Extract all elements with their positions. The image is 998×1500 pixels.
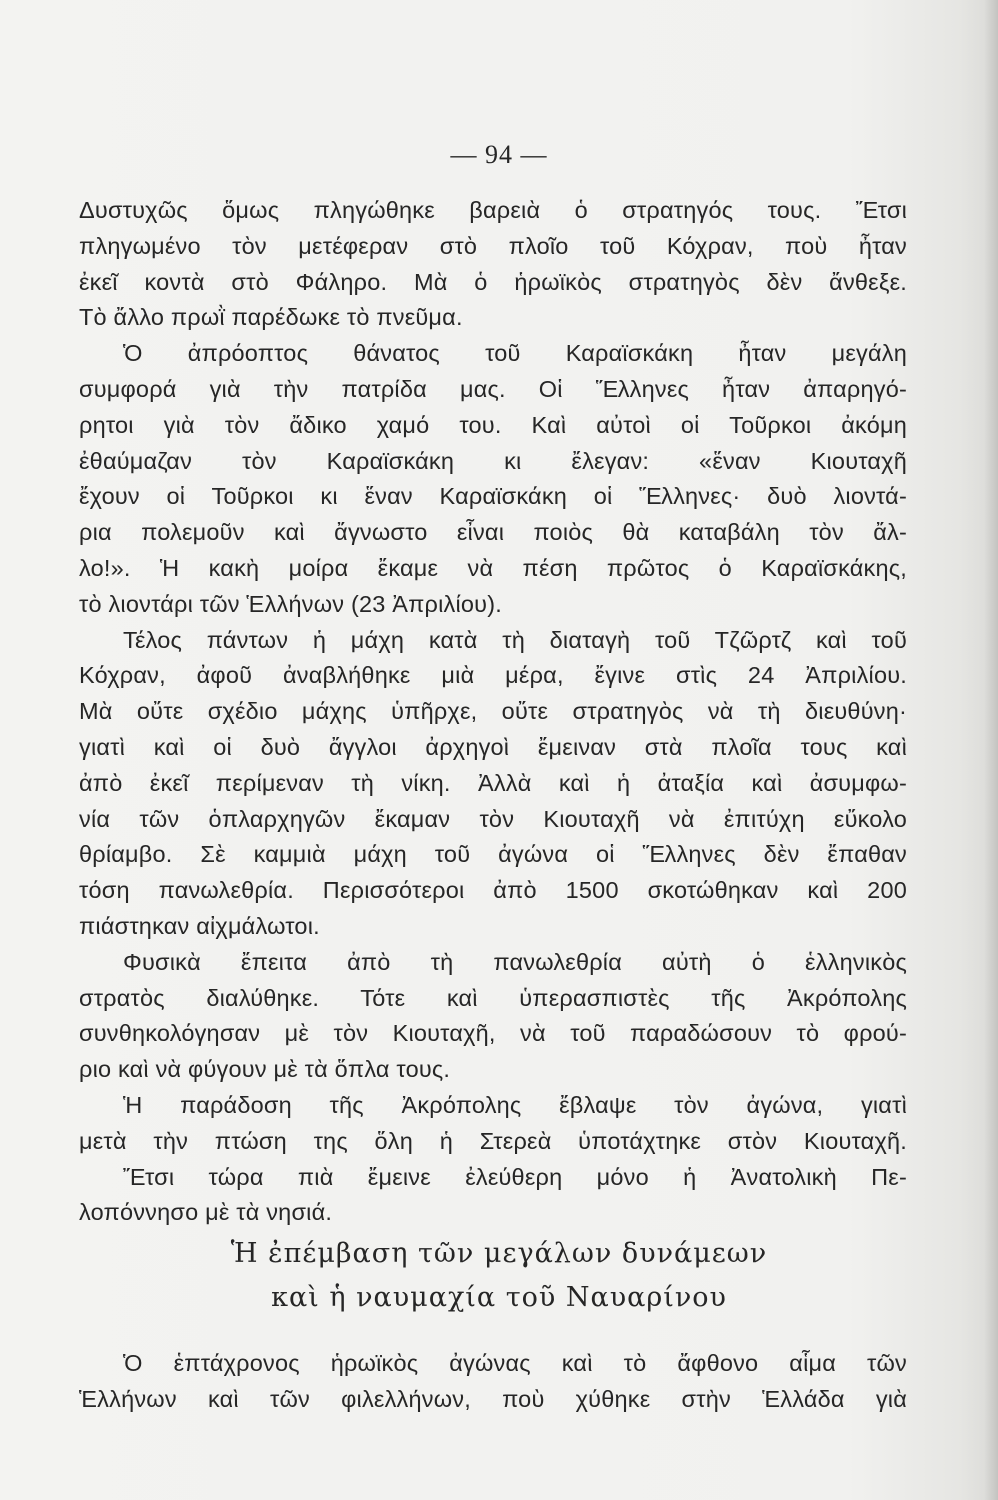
text-line: ἐθαύμαζαν τὸν Καραϊσκάκη κι ἔλεγαν: «ἕναν Κιουταχῆ (79, 447, 907, 474)
text-line: Ἡ παράδοση τῆς Ἀκρόπολης ἔβλαψε τὸν ἀγώνα, γιατὶ (123, 1091, 907, 1118)
section-heading-line-1: Ἡ ἐπέμβαση τῶν μεγάλων δυνάμεων (230, 1238, 768, 1269)
body-text (79, 193, 907, 1231)
text-line: πληγωμένο τὸν μετέφεραν στὸ πλοῖο τοῦ Κόχραν, ποὺ ἦταν (79, 232, 907, 259)
text-line: συνθηκολόγησαν μὲ τὸν Κιουταχῆ, νὰ τοῦ παραδώσουν τὸ φρού- (79, 1020, 907, 1047)
text-line: πιάστηκαν αἰχμάλωτοι. (79, 912, 320, 939)
text-line: λοπόννησο μὲ τὰ νησιά. (79, 1199, 333, 1226)
text-line: Ὁ ἑπτάχρονος ἡρωϊκὸς ἀγώνας καὶ τὸ ἄφθονο αἷμα τῶν (123, 1350, 907, 1376)
text-line: Ὁ ἀπρόοπτος θάνατος τοῦ Καραϊσκάκη ἦταν μεγάλη (123, 340, 907, 367)
text-line: νία τῶν ὁπλαρχηγῶν ἔκαμαν τὸν Κιουταχῆ νὰ ἐπιτύχη εὔκολο (79, 805, 907, 832)
text-line: ριο καὶ νὰ φύγουν μὲ τὰ ὅπλα τους. (79, 1056, 451, 1083)
text-line: γιατὶ καὶ οἱ δυὸ ἄγγλοι ἀρχηγοὶ ἔμειναν στὰ πλοῖα τους καὶ (79, 733, 907, 760)
text-line: στρατὸς διαλύθηκε. Τότε καὶ ὑπερασπιστὲς τῆς Ἀκρόπολης (79, 984, 907, 1011)
text-line: τόση πανωλεθρία. Περισσότεροι ἀπὸ 1500 σκοτώθηκαν καὶ 200 (79, 877, 907, 904)
page-gutter-shadow (984, 0, 998, 1500)
text-line: ἐκεῖ κοντὰ στὸ Φάληρο. Μὰ ὁ ἡρωϊκὸς στρατηγὸς δὲν ἄνθεξε. (79, 268, 907, 295)
text-line: συμφορά γιὰ τὴν πατρίδα μας. Οἱ Ἕλληνες ἦταν ἀπαρηγό- (79, 375, 907, 402)
text-line: λο!». Ἡ κακὴ μοίρα ἔκαμε νὰ πέση πρῶτος ὁ Καραϊσκάκης, (79, 554, 907, 581)
page-number: — 94 — (450, 140, 548, 169)
text-line: Ἔτσι τώρα πιὰ ἔμεινε ἐλεύθερη μόνο ἡ Ἀνατολικὴ Πε- (123, 1163, 907, 1190)
text-line: μετὰ τὴν πτώση της ὅλη ἡ Στερεὰ ὑποτάχτηκε στὸν Κιουταχῆ. (79, 1127, 907, 1154)
text-line: θρίαμβο. Σὲ καμμιὰ μάχη τοῦ ἀγώνα οἱ Ἕλληνες δὲν ἔπαθαν (79, 841, 907, 868)
text-line: ρητοι γιὰ τὸν ἄδικο χαμό του. Καὶ αὐτοὶ οἱ Τοῦρκοι ἀκόμη (79, 411, 907, 438)
text-line: Τὸ ἄλλο πρωῒ παρέδωκε τὸ πνεῦμα. (79, 304, 463, 331)
text-line: ἔχουν οἱ Τοῦρκοι κι ἕναν Καραϊσκάκη οἱ Ἕλληνες· δυὸ λιοντά- (79, 483, 907, 510)
text-line: Δυστυχῶς ὅμως πληγώθηκε βαρειὰ ὁ στρατηγός τους. Ἔτσι (79, 197, 907, 223)
text-line: Ἑλλήνων καὶ τῶν φιλελλήνων, ποὺ χύθηκε στὴν Ἑλλάδα γιὰ (79, 1385, 907, 1412)
text-line: Τέλος πάντων ἡ μάχη κατὰ τὴ διαταγὴ τοῦ Τζῶρτζ καὶ τοῦ (123, 626, 907, 653)
text-line: Μὰ οὔτε σχέδιο μάχης ὑπῆρχε, οὔτε στρατηγὸς νὰ τὴ διευθύνη· (79, 698, 907, 725)
tail-text (79, 1346, 907, 1418)
text-line: Φυσικὰ ἔπειτα ἀπὸ τὴ πανωλεθρία αὐτὴ ὁ ἑλληνικὸς (123, 948, 907, 975)
text-line: ρια πολεμοῦν καὶ ἄγνωστο εἶναι ποιὸς θὰ καταβάλη τὸν ἄλ- (79, 519, 907, 546)
text-line: τὸ λιοντάρι τῶν Ἑλλήνων (23 Ἀπριλίου). (79, 590, 502, 617)
text-line: Κόχραν, ἀφοῦ ἀναβλήθηκε μιὰ μέρα, ἔγινε στὶς 24 Ἀπριλίου. (79, 662, 907, 689)
text-line: ἀπὸ ἐκεῖ περίμεναν τὴ νίκη. Ἀλλὰ καὶ ἡ ἀταξία καὶ ἀσυμφω- (79, 769, 907, 796)
section-heading-line-2: καὶ ἡ ναυμαχία τοῦ Ναυαρίνου (271, 1282, 727, 1313)
